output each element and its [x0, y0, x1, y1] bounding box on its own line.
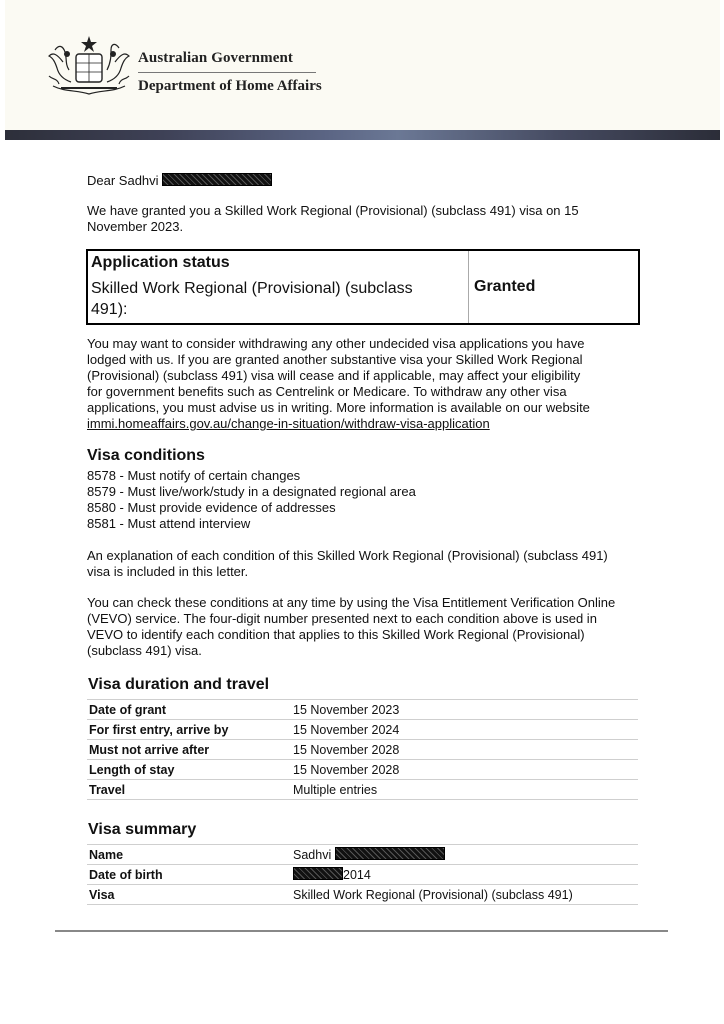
- redacted-birth-day-month: [293, 867, 343, 880]
- table-row: [87, 885, 638, 905]
- condition-item: 8579 - Must live/work/study in a designated regional area: [87, 484, 416, 499]
- header-band: [5, 130, 720, 140]
- row-label: Length of stay: [87, 760, 291, 780]
- name-value: Sadhvi: [293, 848, 332, 862]
- conditions-heading: Visa conditions: [87, 447, 205, 464]
- duration-heading: Visa duration and travel: [88, 676, 270, 693]
- table-row: [87, 700, 638, 720]
- explanation-line-2: visa is included in this letter.: [87, 564, 249, 579]
- redacted-surname: [335, 847, 445, 860]
- summary-heading: Visa summary: [88, 821, 197, 838]
- row-label: Name: [87, 845, 291, 865]
- table-row: [87, 845, 638, 865]
- table-row: [87, 865, 638, 885]
- department-name: Department of Home Affairs: [138, 78, 322, 94]
- explanation-line-1: An explanation of each condition of this Skilled Work Regional (Provisional) (subclass 491): [87, 548, 608, 563]
- redacted-surname: [162, 173, 272, 186]
- vevo-line-3: VEVO to identify each condition that applies to this Skilled Work Regional (Provisional): [87, 627, 585, 642]
- withdraw-line-5: applications, you must advise us in writing. More information is available on our website: [87, 400, 590, 415]
- salutation-text: Dear Sadhvi: [87, 173, 159, 188]
- status-divider: [468, 251, 469, 323]
- status-value: Granted: [474, 278, 536, 295]
- condition-item: 8580 - Must provide evidence of addresses: [87, 500, 336, 515]
- withdraw-line-1: You may want to consider withdrawing any other undecided visa applications you have: [87, 336, 585, 351]
- row-value-dob: [291, 865, 638, 885]
- condition-item: 8581 - Must attend interview: [87, 516, 251, 531]
- row-label: Date of birth: [87, 865, 291, 885]
- vevo-line-4: (subclass 491) visa.: [87, 643, 202, 658]
- footer-divider: [55, 930, 668, 932]
- withdraw-link[interactable]: immi.homeaffairs.gov.au/change-in-situation/withdraw-visa-application: [87, 416, 490, 431]
- condition-item: 8578 - Must notify of certain changes: [87, 468, 301, 483]
- dob-year: 2014: [343, 868, 371, 882]
- row-label: For first entry, arrive by: [87, 720, 291, 740]
- letterhead: [5, 0, 720, 130]
- row-label: Must not arrive after: [87, 740, 291, 760]
- intro-line-2: November 2023.: [87, 219, 184, 234]
- vevo-line-1: You can check these conditions at any time by using the Visa Entitlement Verification Online: [87, 595, 616, 610]
- row-label: Date of grant: [87, 700, 291, 720]
- row-label: Visa: [87, 885, 291, 905]
- duration-table: [87, 699, 638, 800]
- row-value: 15 November 2028: [291, 760, 638, 780]
- row-value: Multiple entries: [291, 780, 638, 800]
- status-title: Application status: [91, 254, 230, 271]
- application-status-box: [86, 249, 640, 325]
- withdraw-line-3: (Provisional) (subclass 491) visa will cease and if applicable, may affect your eligibility: [87, 368, 581, 383]
- withdraw-line-4: for government benefits such as Centrelink or Medicare. To withdraw any other visa: [87, 384, 567, 399]
- row-label: Travel: [87, 780, 291, 800]
- row-value-name: [291, 845, 638, 865]
- status-visa-name: Skilled Work Regional (Provisional) (subclass 491):: [91, 280, 413, 318]
- table-row: [87, 720, 638, 740]
- withdraw-line-2: lodged with us. If you are granted another substantive visa your Skilled Work Regional: [87, 352, 583, 367]
- summary-table: [87, 844, 638, 905]
- row-value: 15 November 2028: [291, 740, 638, 760]
- row-value: 15 November 2024: [291, 720, 638, 740]
- letterhead-divider: [138, 72, 316, 73]
- vevo-line-2: (VEVO) service. The four-digit number presented next to each condition above is used in: [87, 611, 597, 626]
- row-value: 15 November 2023: [291, 700, 638, 720]
- table-row: [87, 780, 638, 800]
- table-row: [87, 760, 638, 780]
- table-row: [87, 740, 638, 760]
- salutation: [87, 173, 272, 189]
- coat-of-arms-icon: [43, 32, 135, 100]
- row-value: Skilled Work Regional (Provisional) (subclass 491): [291, 885, 638, 905]
- intro-line-1: We have granted you a Skilled Work Regional (Provisional) (subclass 491) visa on 15: [87, 203, 579, 218]
- government-name: Australian Government: [138, 50, 294, 66]
